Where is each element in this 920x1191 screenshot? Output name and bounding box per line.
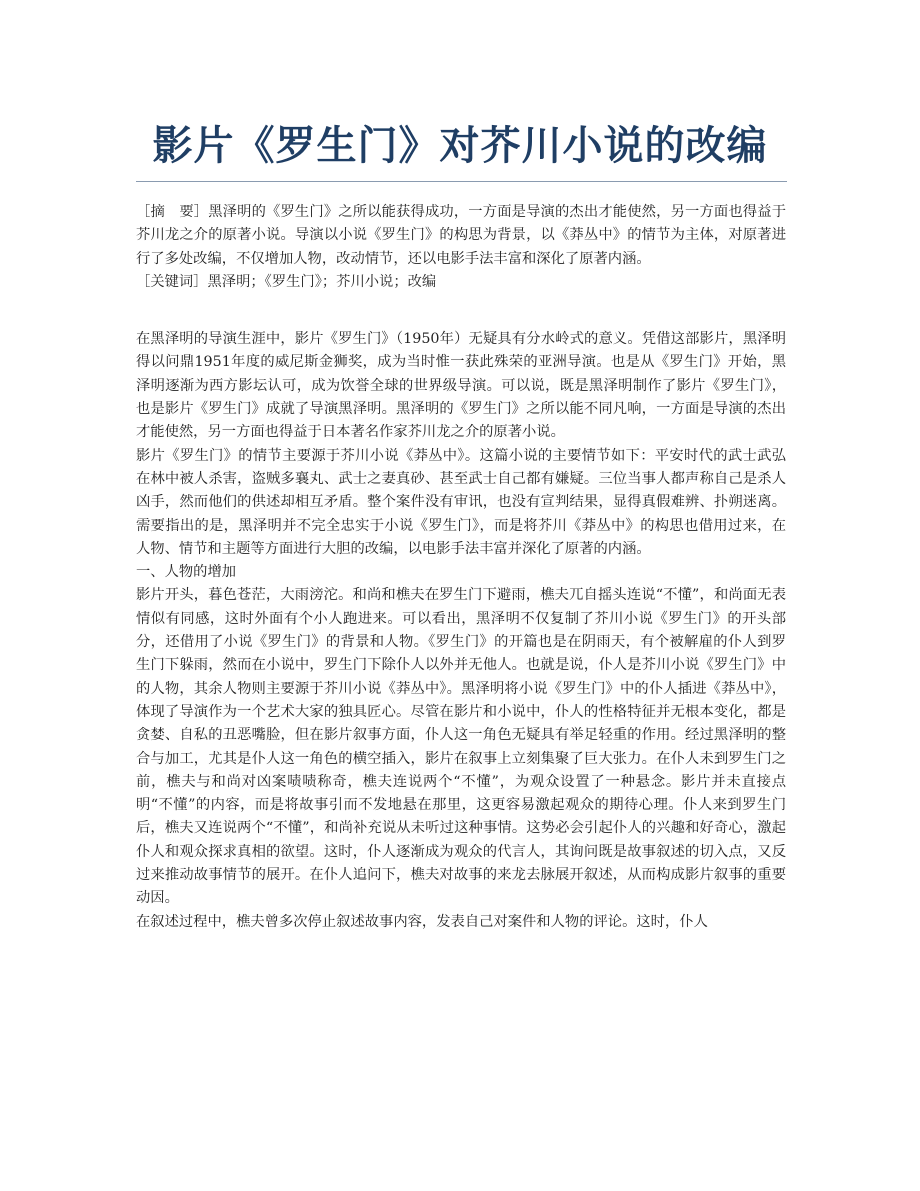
- spacer: [136, 294, 786, 328]
- paragraph: 影片《罗生门》的情节主要源于芥川小说《莽丛中》。这篇小说的主要情节如下：平安时代的武士武弘在林中被人杀害，盗贼多襄丸、武士之妻真砂、甚至武士自己都有嫌疑。三位当事人都声称自己是杀人凶手，然而他们的供述却相互矛盾。整个案件没有审讯，也没有宣判结果，显得真假难辨、扑朔迷离。需要指出的是，黑泽明并不完全忠实于小说《罗生门》，而是将芥川《莽丛中》的构思也借用过来，在人物、情节和主题等方面进行大胆的改编，以电影手法丰富并深化了原著的内涵。: [136, 447, 786, 557]
- paragraph: 影片开头，暮色苍茫，大雨滂沱。和尚和樵夫在罗生门下避雨，樵夫兀自摇头连说“不懂”，和尚面无表情似有同感，这时外面有个小人跑进来。可以看出，黑泽明不仅复制了芥川小说《罗生门》的开头部分，还借用了小说《罗生门》的背景和人物。《罗生门》的开篇也是在阴雨天，有个被解雇的仆人到罗生门下躲雨，然而在小说中，罗生门下除仆人以外并无他人。也就是说，仆人是芥川小说《罗生门》中的人物，其余人物则主要源于芥川小说《莽丛中》。黑泽明将小说《罗生门》中的仆人插进《莽丛中》，体现了导演作为一个艺术大家的独具匠心。尽管在影片和小说中，仆人的性格特征并无根本变化，都是贪婪、自私的丑恶嘴脸，但在影片叙事方面，仆人这一角色无疑具有举足轻重的作用。经过黑泽明的整合与加工，尤其是仆人这一角色的横空插入，影片在叙事上立刻集聚了巨大张力。在仆人未到罗生门之前，樵夫与和尚对凶案啧啧称奇，樵夫连说两个“不懂”，为观众设置了一种悬念。影片并未直接点明“不懂”的内容，而是将故事引而不发地悬在那里，这更容易激起观众的期待心理。仆人来到罗生门后，樵夫又连说两个“不懂”，和尚补充说从未听过这种事情。这势必会引起仆人的兴趣和好奇心，激起仆人和观众探求真相的欲望。这时，仆人逐渐成为观众的代言人，其询问既是故事叙述的切入点，又反过来推动故事情节的展开。在仆人追问下，樵夫对故事的来龙去脉展开叙述，从而构成影片叙事的重要动因。: [136, 587, 786, 907]
- paragraph: 在黑泽明的导演生涯中，影片《罗生门》（1950年）无疑具有分水岭式的意义。凭借这部影片，黑泽明得以问鼎1951年度的威尼斯金狮奖，成为当时惟一获此殊荣的亚洲导演。也是从《罗生门》开始，黑泽明逐渐为西方影坛认可，成为饮誉全球的世界级导演。可以说，既是黑泽明制作了影片《罗生门》，也是影片《罗生门》成就了导演黑泽明。黑泽明的《罗生门》之所以能不同凡响，一方面是导演的杰出才能使然，另一方面也得益于日本著名作家芥川龙之介的原著小说。: [136, 331, 786, 441]
- section-heading: 一、人物的增加: [136, 564, 237, 581]
- page-title: 影片《罗生门》对芥川小说的改编: [152, 123, 768, 169]
- abstract: ［摘 要］黑泽明的《罗生门》之所以能获得成功，一方面是导演的杰出才能使然，另一方面也得益于芥川龙之介的原著小说。导演以小说《罗生门》的构思为背景，以《莽丛中》的情节为主体，对原著进行了多处改编，不仅增加人物，改动情节，还以电影手法丰富和深化了原著内涵。: [136, 204, 786, 267]
- paragraph: 在叙述过程中，樵夫曾多次停止叙述故事内容，发表自己对案件和人物的评论。这时，仆人: [136, 913, 708, 930]
- keywords: ［关键词］黑泽明；《罗生门》；芥川小说；改编: [136, 273, 437, 290]
- article-body: [136, 201, 786, 934]
- title-divider: [136, 181, 787, 182]
